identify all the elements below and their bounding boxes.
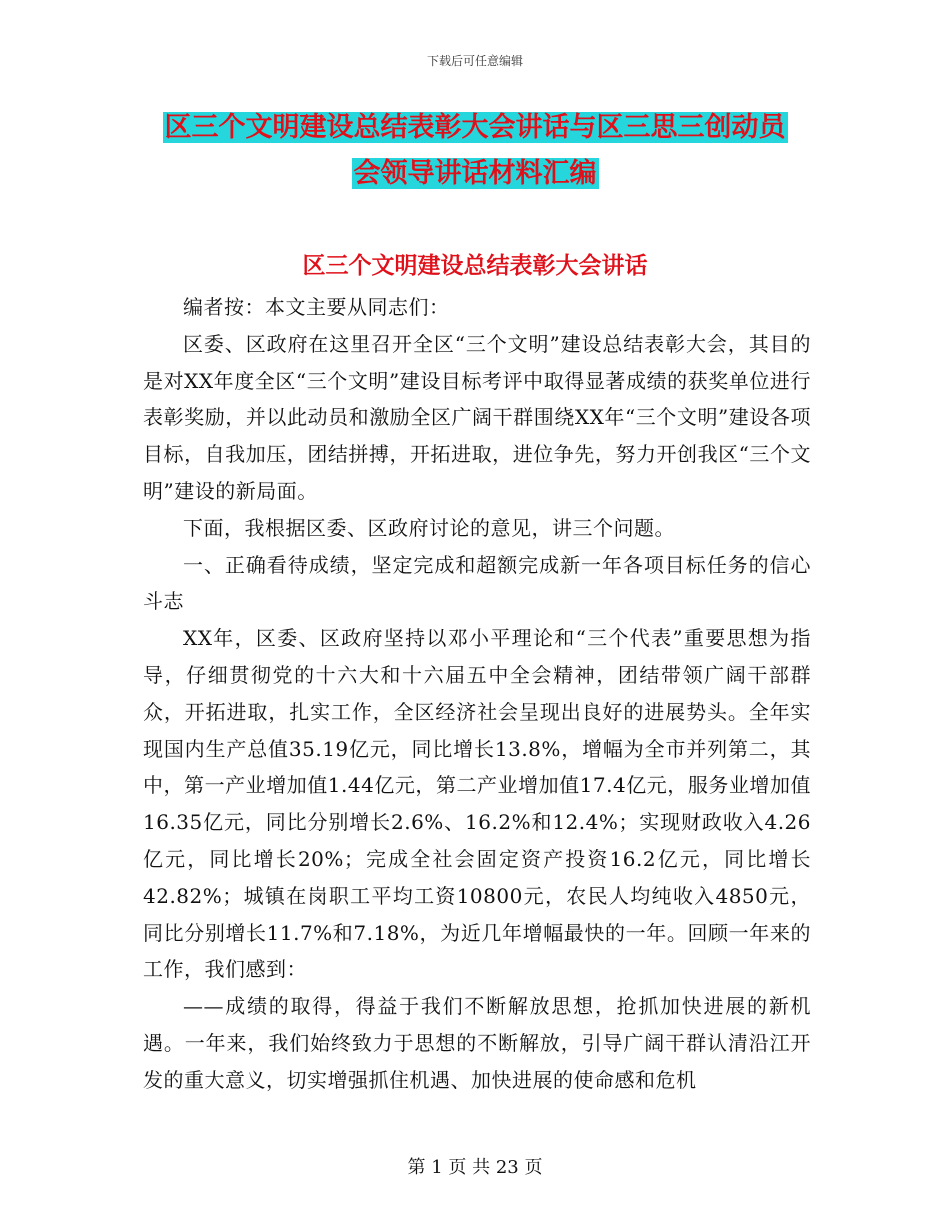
paragraph-outline: 下面，我根据区委、区政府讨论的意见，讲三个问题。 <box>183 515 675 540</box>
document-title-line-1 <box>0 108 950 148</box>
document-title-text-1: 区三个文明建设总结表彰大会讲话与区三思三创动员 <box>164 112 786 143</box>
paragraph-intro: 区委、区政府在这里召开全区“三个文明”建设总结表彰大会，其目的是对XX年度全区“三个文明”建设目标考评中取得显著成绩的获奖单位进行表彰奖励，并以此动员和激励全区广阔干群围绕XX年“三个文明”建设各项目标，自我加压，团结拼搏，开拓进取，进位争先，努力开创我区“三个文明”建设的新局面。 <box>143 331 811 503</box>
document-title-text-2: 会领导讲话材料汇编 <box>353 158 597 189</box>
section-title: 区三个文明建设总结表彰大会讲话 <box>302 253 648 279</box>
paragraph-reflection: ——成绩的取得，得益于我们不断解放思想，抢抓加快进展的新机遇。一年来，我们始终致力于思想的不断解放，引导广阔干群认清沿江开发的重大意义，切实增强抓住机遇、加快进展的使命感和危机 <box>143 994 811 1092</box>
paragraph-achievements: XX年，区委、区政府坚持以邓小平理论和“三个代表”重要思想为指导，仔细贯彻党的十六大和十六届五中全会精神，团结带领广阔干部群众，开拓进取，扎实工作，全区经济社会呈现出良好的进展势头。全年实现国内生产总值35.19亿元，同比增长13.8%，增幅为全市并列第二，其中，第一产业增加值1.44亿元，第二产业增加值17.4亿元，服务业增加值16.35亿元，同比分别增长2.6%、16.2%和12.4%；实现财政收入4.26亿元，同比增长20%；完成全社会固定资产投资16.2亿元，同比增长42.82%；城镇在岗职工平均工资10800元，农民人均纯收入4850元，同比分别增长11.7%和7.18%，为近几年增幅最快的一年。回顾一年来的工作，我们感到： <box>143 626 811 982</box>
header-note: 下载后可任意编辑 <box>426 54 523 68</box>
paragraph-heading-one: 一、正确看待成绩，坚定完成和超额完成新一年各项目标任务的信心斗志 <box>143 552 811 614</box>
page-footer: 第 1 页 共 23 页 <box>407 1157 543 1178</box>
document-title-line-2 <box>0 154 950 194</box>
paragraph-editor-note: 编者按：本文主要从同志们： <box>183 295 450 319</box>
document-body <box>143 289 811 1099</box>
